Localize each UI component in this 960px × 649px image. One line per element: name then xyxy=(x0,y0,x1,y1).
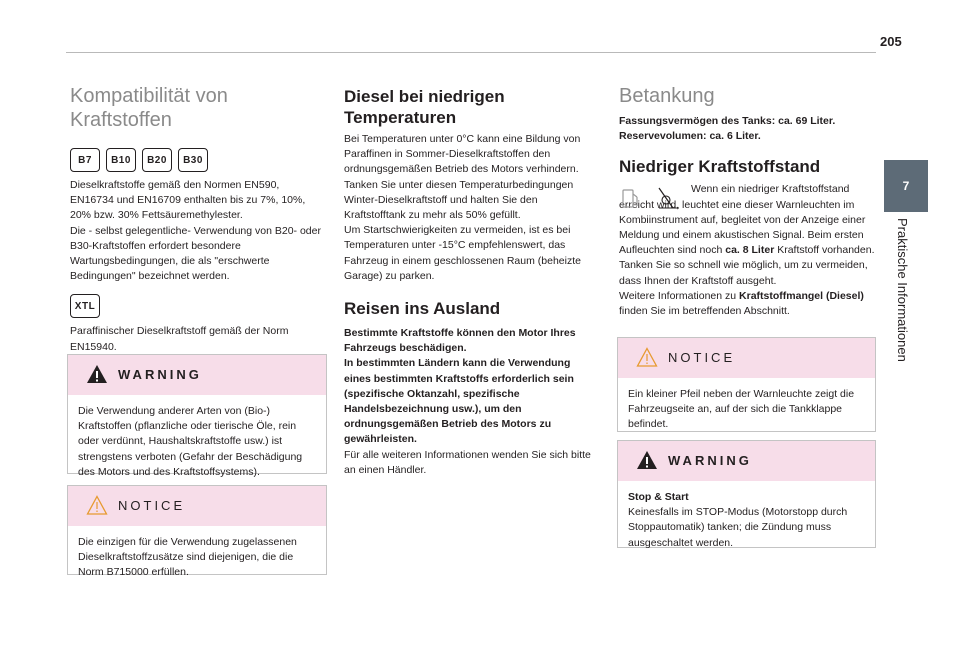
section-title-diesel-low-temp: Diesel bei niedrigen Temperaturen xyxy=(344,87,505,127)
notice-box-fuel-flap xyxy=(617,337,876,432)
notice-box-additives xyxy=(67,485,327,579)
low-fuel-ref-text: Weitere Informationen zu xyxy=(619,289,740,302)
chapter-tab[interactable]: 7 xyxy=(884,160,928,212)
low-temp-paragraph-1: Bei Temperaturen unter 0°C kann eine Bildung von Paraffinen in Sommer-Dieselkraftstoffen den ordnungsgemäßen Betrieb des Motors verhindern. Tanken Sie unter diesen Temperaturbedingungen Winter-Dieselkraftstoff und halten Sie den Kraftstofftank zu mehr als 50% gefüllt. xyxy=(344,133,581,222)
warning-content xyxy=(618,481,875,559)
travel-bold-1: Bestimmte Kraftstoffe können den Motor Ihres Fahrzeugs beschädigen. xyxy=(344,327,576,355)
low-fuel-text-a: Wenn ein niedriger Kraftstoffstand erreicht wird, leuchtet eine dieser Warnleuchten im Kombiinstrument auf, begleitet von der Anzeige einer Meldung und einem akustischen Signal. Beim ersten Aufleuchten sind noch xyxy=(619,183,866,257)
notice-triangle-icon xyxy=(636,347,658,367)
fuel-label-b30-icon: B30 xyxy=(178,148,208,172)
warning-triangle-icon xyxy=(636,450,658,470)
warning-triangle-icon xyxy=(86,364,108,384)
tank-capacity: Fassungsvermögen des Tanks: ca. 69 Liter. xyxy=(619,115,836,127)
warning-header xyxy=(618,441,875,481)
warning-label: WARNING xyxy=(668,453,752,468)
fuel-label-b20-icon: B20 xyxy=(142,148,172,172)
warning-box-stop-start xyxy=(617,440,876,548)
column-2 xyxy=(344,86,599,478)
low-temp-paragraph-2: Um Startschwierigkeiten zu vermeiden, ist es bei Temperaturen unter -15°C empfehlenswert, das Fahrzeug in einem geschlossenen Raum (beheizte Garage) zu parken. xyxy=(344,224,581,282)
section-title-refuelling: Betankung xyxy=(619,85,715,107)
fuel-label-b7-icon: B7 xyxy=(70,148,100,172)
section-title-low-fuel: Niedriger Kraftstoffstand xyxy=(619,157,821,177)
low-fuel-text-c: Kraftstoff vorhanden. xyxy=(774,244,875,257)
low-fuel-paragraph-1 xyxy=(619,182,875,258)
xtl-paragraph: Paraffinischer Dieselkraftstoff gemäß der Norm EN15940. xyxy=(70,325,289,353)
notice-label: NOTICE xyxy=(118,498,186,513)
low-fuel-ref-link[interactable]: Kraftstoffmangel (Diesel) xyxy=(739,289,864,302)
warning-label: WARNING xyxy=(118,367,202,382)
page-number: 205 xyxy=(880,34,902,49)
warning-text: Keinesfalls im STOP-Modus (Motorstopp durch Stoppautomatik) tanken; die Zündung muss ausgeschaltet werden. xyxy=(628,506,848,549)
section-title-compatibility: Kompatibilität von Kraftstoffen xyxy=(70,85,228,131)
warning-text: Die Verwendung anderer Arten von (Bio-) Kraftstoffen (pflanzliche oder tierische Öle, rein oder verdünnt, Haushaltskraftstoffe usw.) ist strengstens verboten (Gefahr der Beschädigung des Motors und des Kraftstoffsystems). xyxy=(78,405,303,478)
travel-paragraph: Für alle weiteren Informationen wenden Sie sich bitte an einen Händler. xyxy=(344,448,591,476)
column-3 xyxy=(619,84,875,319)
fuel-paragraph-2: Die - selbst gelegentliche- Verwendung von B20- oder B30-Kraftstoffen erfordert besondere Wartungsbedingungen, die als "erschwerte Bedingungen" bezeichnet werden. xyxy=(70,224,321,283)
header-divider xyxy=(66,52,876,53)
section-title-travel-abroad: Reisen ins Ausland xyxy=(344,299,501,319)
column-1 xyxy=(70,84,326,355)
low-fuel-ref-tail: finden Sie im betreffenden Abschnitt. xyxy=(619,305,790,318)
notice-text: Die einzigen für die Verwendung zugelassenen Dieselkraftstoffzusätze sind diejenigen, die die Norm B715000 erfüllen. xyxy=(78,536,297,579)
chapter-title: Praktische Informationen xyxy=(895,218,910,362)
warning-box-fuel xyxy=(67,354,327,478)
fuel-label-row xyxy=(70,148,326,172)
low-fuel-warning-lamps-icon xyxy=(621,184,683,214)
travel-bold-2: In bestimmten Ländern kann die Verwendung eines bestimmten Kraftstoffs erforderlich sein (spezifische Oktanzahl, spezifische Handelsbezeichnung usw.), um den ordnungsgemäßen Betrieb des Motors zu gewährleisten. xyxy=(344,357,574,446)
low-fuel-paragraph-2: Tanken Sie so schnell wie möglich, um zu vermeiden, dass Ihnen der Kraftstoff ausgeht. xyxy=(619,259,868,287)
notice-text: Ein kleiner Pfeil neben der Warnleuchte zeigt die Fahrzeugseite an, auf der sich die Tankklappe befindet. xyxy=(628,388,855,431)
fuel-paragraph-1: Dieselkraftstoffe gemäß den Normen EN590, EN16734 und EN16709 enthalten bis zu 7%, 10%, 20% bzw. 30% Fettsäuremethylester. xyxy=(70,179,306,222)
notice-header xyxy=(68,486,326,526)
notice-label: NOTICE xyxy=(668,350,736,365)
fuel-label-xtl-icon: XTL xyxy=(70,294,100,318)
warning-header xyxy=(68,355,326,395)
notice-header xyxy=(618,338,875,378)
low-fuel-reserve-amount: ca. 8 Liter xyxy=(725,244,775,257)
fuel-label-b10-icon: B10 xyxy=(106,148,136,172)
notice-triangle-icon xyxy=(86,495,108,515)
low-fuel-paragraph-3 xyxy=(619,289,875,319)
warning-heading: Stop & Start xyxy=(628,491,689,503)
reserve-volume: Reservevolumen: ca. 6 Liter. xyxy=(619,130,761,143)
